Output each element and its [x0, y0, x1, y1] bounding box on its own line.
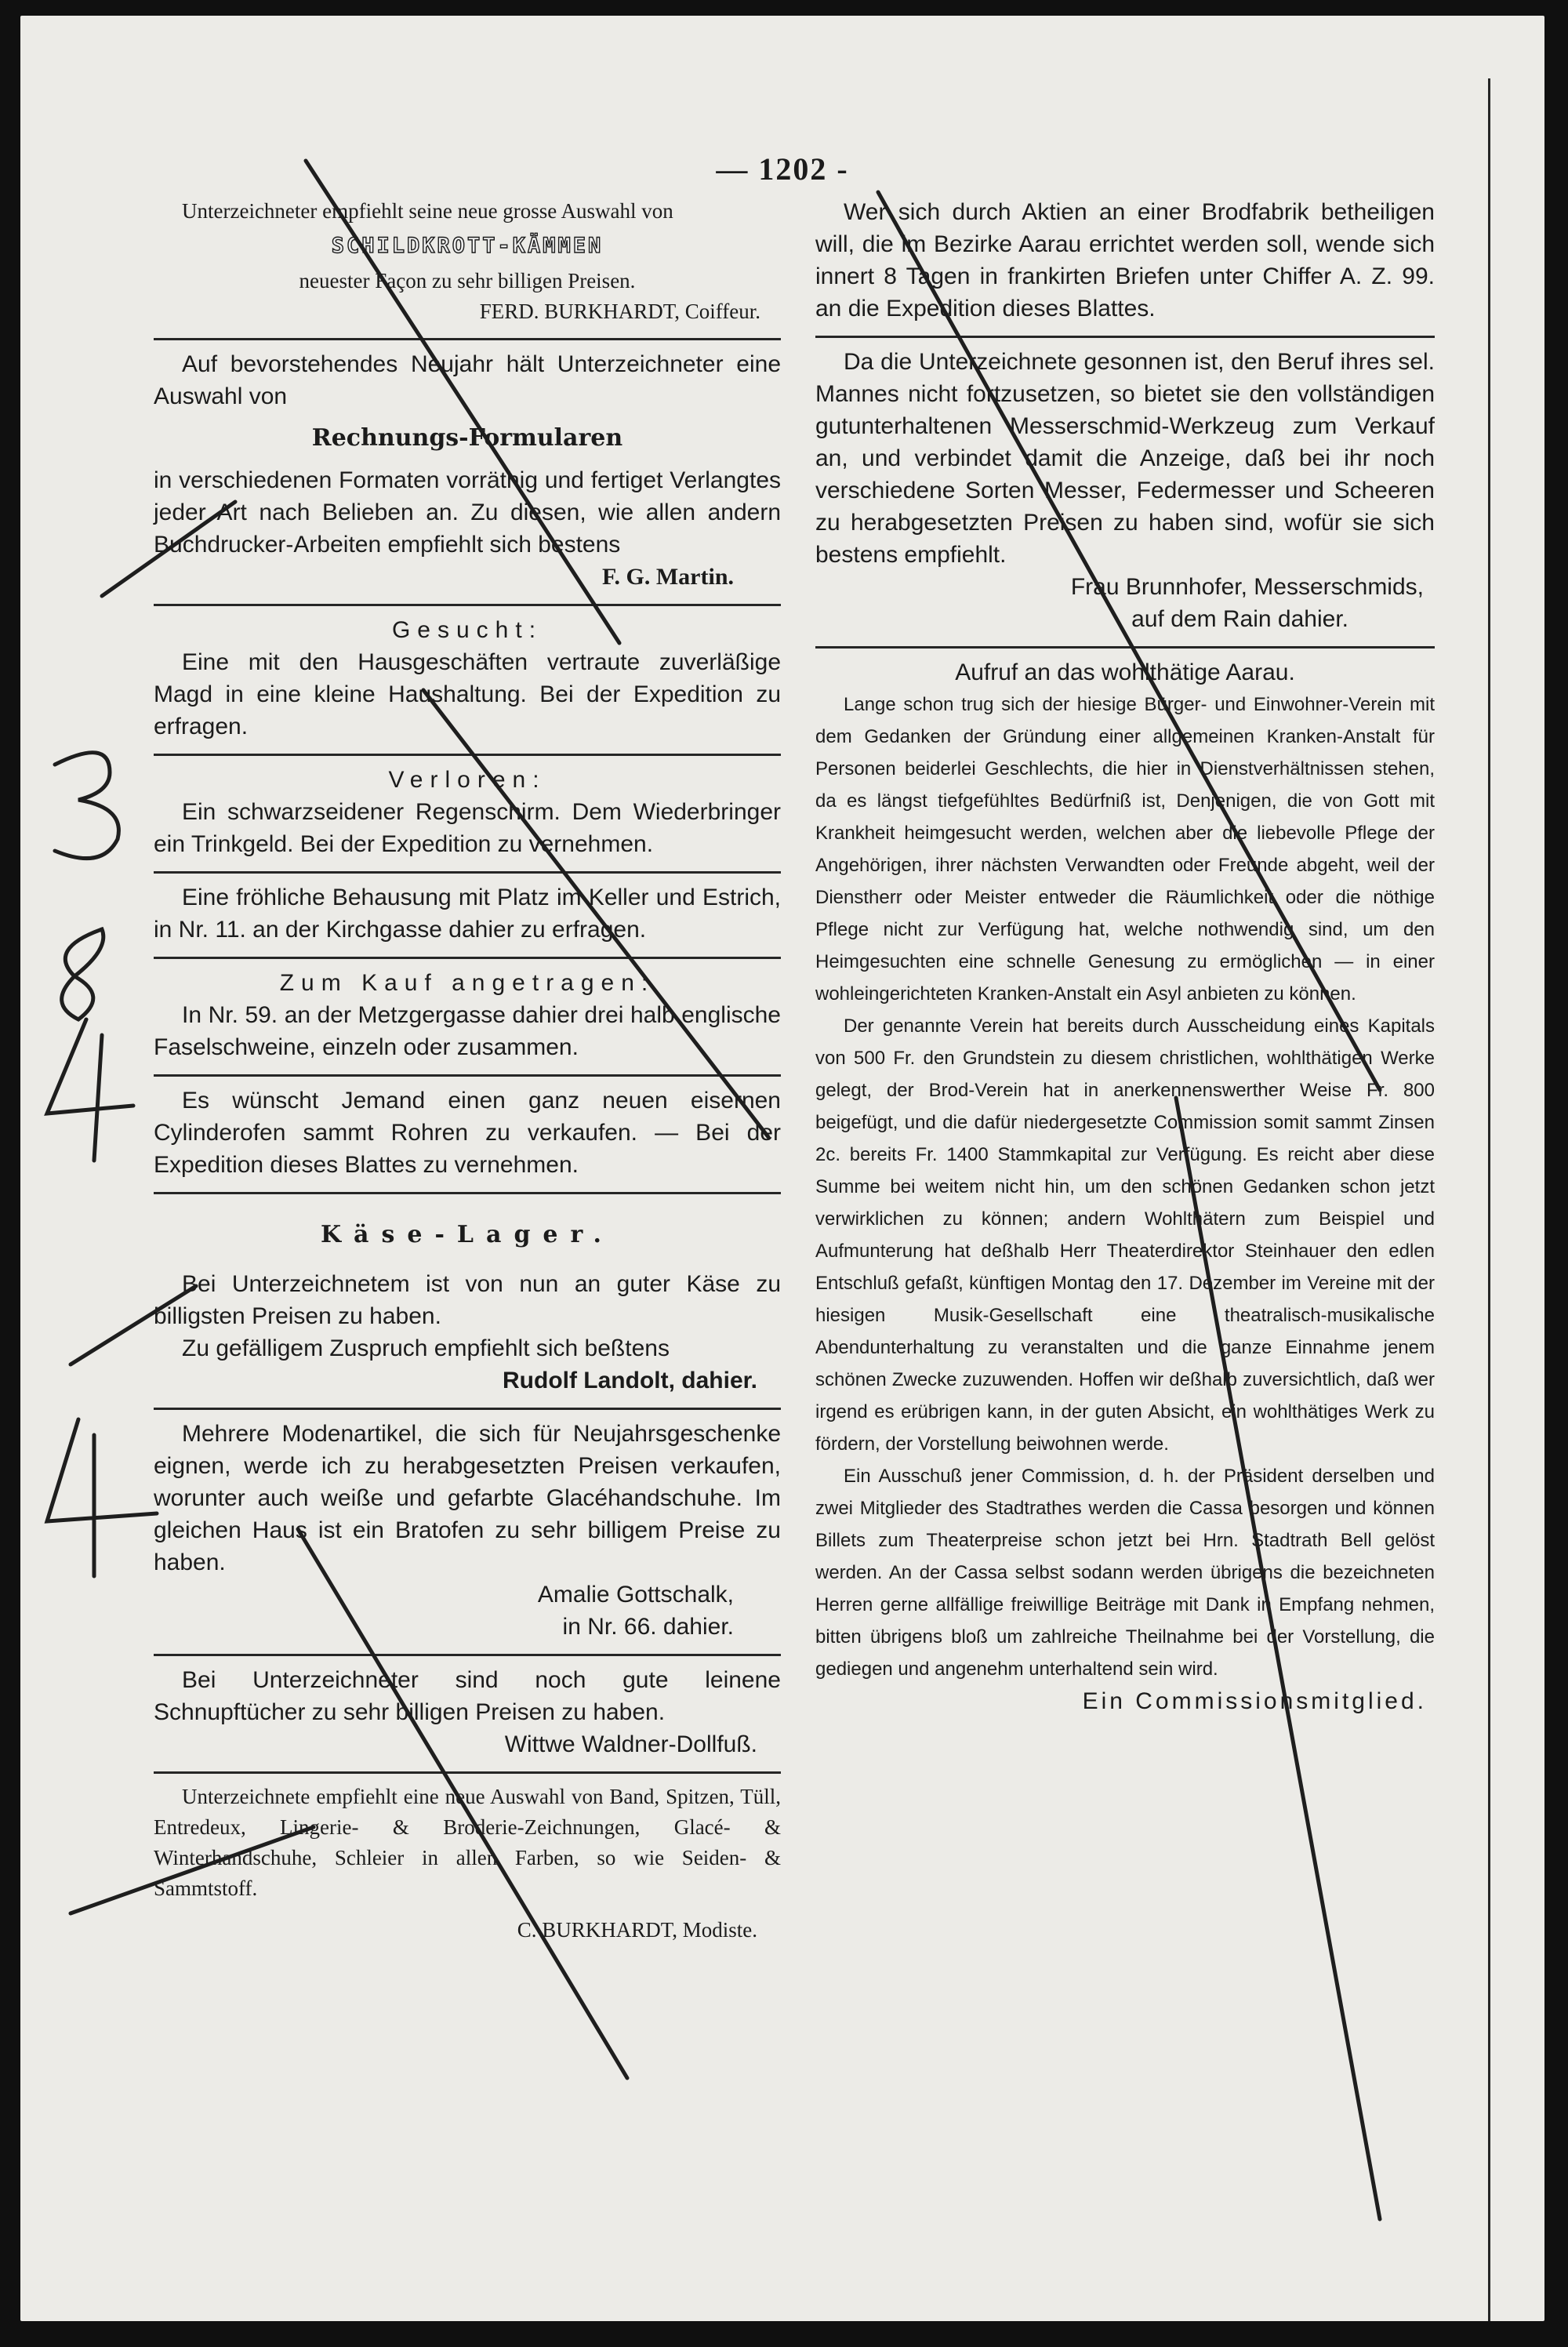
ad-signature: auf dem Rain dahier.: [1131, 606, 1348, 632]
ad-text: neuester Façon zu sehr billigen Preisen.: [299, 269, 636, 292]
ad-signature: Wittwe Waldner-Dollfuß.: [504, 1731, 757, 1757]
ad-rechnungs-formulare: [154, 340, 781, 606]
ad-brodfabrik: [815, 188, 1435, 338]
ad-text: Bei Unterzeichnetem ist von nun an guter Käse zu billigsten Preisen zu haben.: [154, 1271, 781, 1329]
ad-heading: Aufruf an das wohlthätige Aarau.: [955, 659, 1295, 685]
ad-signature: C. BURKHARDT, Modiste.: [517, 1918, 757, 1942]
ad-text: Zu gefälligem Zuspruch empfiehlt sich beßtens: [182, 1335, 670, 1361]
ad-text: In Nr. 59. an der Metzgergasse dahier drei halb englische Faselschweine, einzeln oder zusammen.: [154, 1002, 781, 1060]
ad-messerschmid: [815, 338, 1435, 649]
ad-heading: Käse-Lager.: [320, 1221, 615, 1248]
ad-signature: Frau Brunnhofer, Messerschmids,: [1070, 574, 1424, 600]
ad-text: Mehrere Modenartikel, die sich für Neujahrsgeschenke eignen, werde ich zu herabgesetzten Preisen verkaufen, worunter auch weiße und gefarbte Glacéhandschuhe. Im gleichen Haus ist ein Bratofen zu sehr billigem Preise zu haben.: [154, 1421, 781, 1575]
ad-text: Ein schwarzseidener Regenschirm. Dem Wiederbringer ein Trinkgeld. Bei der Expedition zu vernehmen.: [154, 799, 781, 857]
ad-schnupftuecher: [154, 1656, 781, 1774]
ad-zum-kauf: [154, 959, 781, 1077]
ad-modenartikel: [154, 1410, 781, 1656]
ad-schildkrott-kaemmen: [154, 188, 781, 340]
ad-kaese-lager: [154, 1194, 781, 1410]
ad-text: Ein Ausschuß jener Commission, d. h. der Präsident derselben und zwei Mitglieder des Stadtrathes werden die Cassa besorgen und können Billets zum Theaterpreise schon jetzt bei Hrn. Stadtrath Bell gelöst werden. An der Cassa selbst sodann werden übrigens die bezeichneten Herren gerne allfällige freiwillige Beiträge mit Dank in Empfang nehmen, bitten übrigens bloß um zahlreiche Theilnahme bei der Vorstellung, die gediegen und angenehm unterhaltend sein wird.: [815, 1466, 1435, 1680]
ad-modiste: [154, 1774, 781, 1956]
ad-signature: F. G. Martin.: [601, 564, 734, 590]
ad-behausung: [154, 874, 781, 959]
left-column: [154, 188, 781, 1956]
ad-heading: Rechnungs-Formularen: [311, 424, 623, 452]
ad-text: Unterzeichneter empfiehlt seine neue grosse Auswahl von: [182, 199, 673, 223]
ad-text: Eine fröhliche Behausung mit Platz im Keller und Estrich, in Nr. 11. an der Kirchgasse dahier zu erfragen.: [154, 885, 781, 943]
page-number: — 1202 -: [716, 151, 849, 187]
ad-text: Bei Unterzeichneter sind noch gute leinene Schnupftücher zu sehr billigen Preisen zu haben.: [154, 1667, 781, 1725]
ad-text: Lange schon trug sich der hiesige Bürger- und Einwohner-Verein mit dem Gedanken der Gründung einer allgemeinen Kranken-Anstalt für Personen beiderlei Geschlechts, die hier in Dienstverhältnissen stehen, da es längst tiefgefühltes Bedürfniß ist, Denjenigen, die von Gott mit Krankheit heimgesucht werden, welchen aber die liebevolle Pflege der Angehörigen, ihrer nächsten Verwandten oder Freunde abgeht, weil der Dienstherr oder Meister entweder die Räumlichkeit oder die nöthige Pflege nicht zur Verfügung hat, welche nothwendig sind, um den Heimgesuchten eine schnelle Genesung zu ermöglichen — in einer wohleingerichteten Kranken-Anstalt ein Asyl anbieten zu können.: [815, 694, 1435, 1005]
ad-text: Da die Unterzeichnete gesonnen ist, den Beruf ihres sel. Mannes nicht fortzusetzen, so bietet sie den vollständigen gutunterhaltenen Messerschmid-Werkzeug zum Verkauf an, und verbindet damit die Anzeige, daß bei ihr noch verschiedene Sorten Messer, Federmesser und Scheeren zu herabgesetzten Preisen zu haben sind, wofür sie sich bestens empfiehlt.: [815, 349, 1435, 568]
ad-signature: FERD. BURKHARDT, Coiffeur.: [479, 300, 760, 323]
ad-text: Eine mit den Hausgeschäften vertraute zuverläßige Magd in eine kleine Haushaltung. Bei der Expedition zu erfragen.: [154, 649, 781, 739]
ad-heading: SCHILDKROTT-KÄMMEN: [331, 234, 604, 258]
ad-cylinderofen: [154, 1077, 781, 1194]
right-column: [815, 188, 1435, 1728]
ad-signature: Ein Commissionsmitglied.: [1082, 1688, 1427, 1714]
ad-gesucht: [154, 606, 781, 756]
page-edge-line: [1488, 78, 1490, 2321]
ad-text: Wer sich durch Aktien an einer Brodfabrik betheiligen will, die im Bezirke Aarau errichtet werden soll, wende sich innert 8 Tagen in frankirten Briefen unter Chiffer A. Z. 99. an die Expedition dieses Blattes.: [815, 199, 1435, 322]
ad-signature: in Nr. 66. dahier.: [562, 1614, 734, 1640]
ad-signature: Amalie Gottschalk,: [537, 1582, 734, 1608]
ad-heading: Verloren:: [388, 767, 546, 793]
ad-signature: Rudolf Landolt, dahier.: [503, 1368, 757, 1393]
ad-verloren: [154, 756, 781, 874]
ad-text: Auf bevorstehendes Neujahr hält Unterzeichneter eine Auswahl von: [154, 351, 781, 409]
ad-text: Der genannte Verein hat bereits durch Ausscheidung eines Kapitals von 500 Fr. den Grundstein zu diesem christlichen, wohlthätigen Werke gelegt, der Brod-Verein hat in anerkennenswerther Weise Fr. 800 beigefügt, und die dafür niedergesetzte Commission somit sammt Zinsen 2c. bereits Fr. 1400 Stammkapital zur Verfügung. Es reicht aber diese Summe bei weitem nicht hin, um den schönen Gedanken schon jetzt verwirklichen zu können; andern Wohlthätern zum Beispiel und Aufmunterung hat deßhalb Herr Theaterdirektor Steinhauer den edlen Entschluß gefaßt, künftigen Montag den 17. Dezember im Vereine mit der hiesigen Musik-Gesellschaft eine theatralisch-musikalische Abendunterhaltung zu veranstalten und die ganze Einnahme jenem schönen Zwecke zuzuwenden. Hoffen wir deßhalb zuversichtlich, daß wer irgend es erübrigen kann, in der guten Absicht, ein wohlthätiges Werk zu fördern, der Vorstellung beiwohnen werde.: [815, 1015, 1435, 1455]
ad-aufruf: [815, 649, 1435, 1728]
ad-heading: Gesucht:: [391, 617, 543, 643]
ad-text: in verschiedenen Formaten vorräthig und fertiget Verlangtes jeder Art nach Belieben an. Zu diesen, wie allen andern Buchdrucker-Arbeiten empfiehlt sich bestens: [154, 467, 781, 558]
ad-text: Unterzeichnete empfiehlt eine neue Auswahl von Band, Spitzen, Tüll, Entredeux, Lingerie- & Broderie-Zeichnungen, Glacé- & Winterhandschuhe, Schleier in allen Farben, so wie Seiden- & Sammtstoff.: [154, 1785, 781, 1900]
ad-text: Es wünscht Jemand einen ganz neuen eisernen Cylinderofen sammt Rohren zu verkaufen. — Bei der Expedition dieses Blattes zu vernehmen.: [154, 1088, 781, 1178]
ad-heading: Zum Kauf angetragen:: [279, 970, 655, 996]
